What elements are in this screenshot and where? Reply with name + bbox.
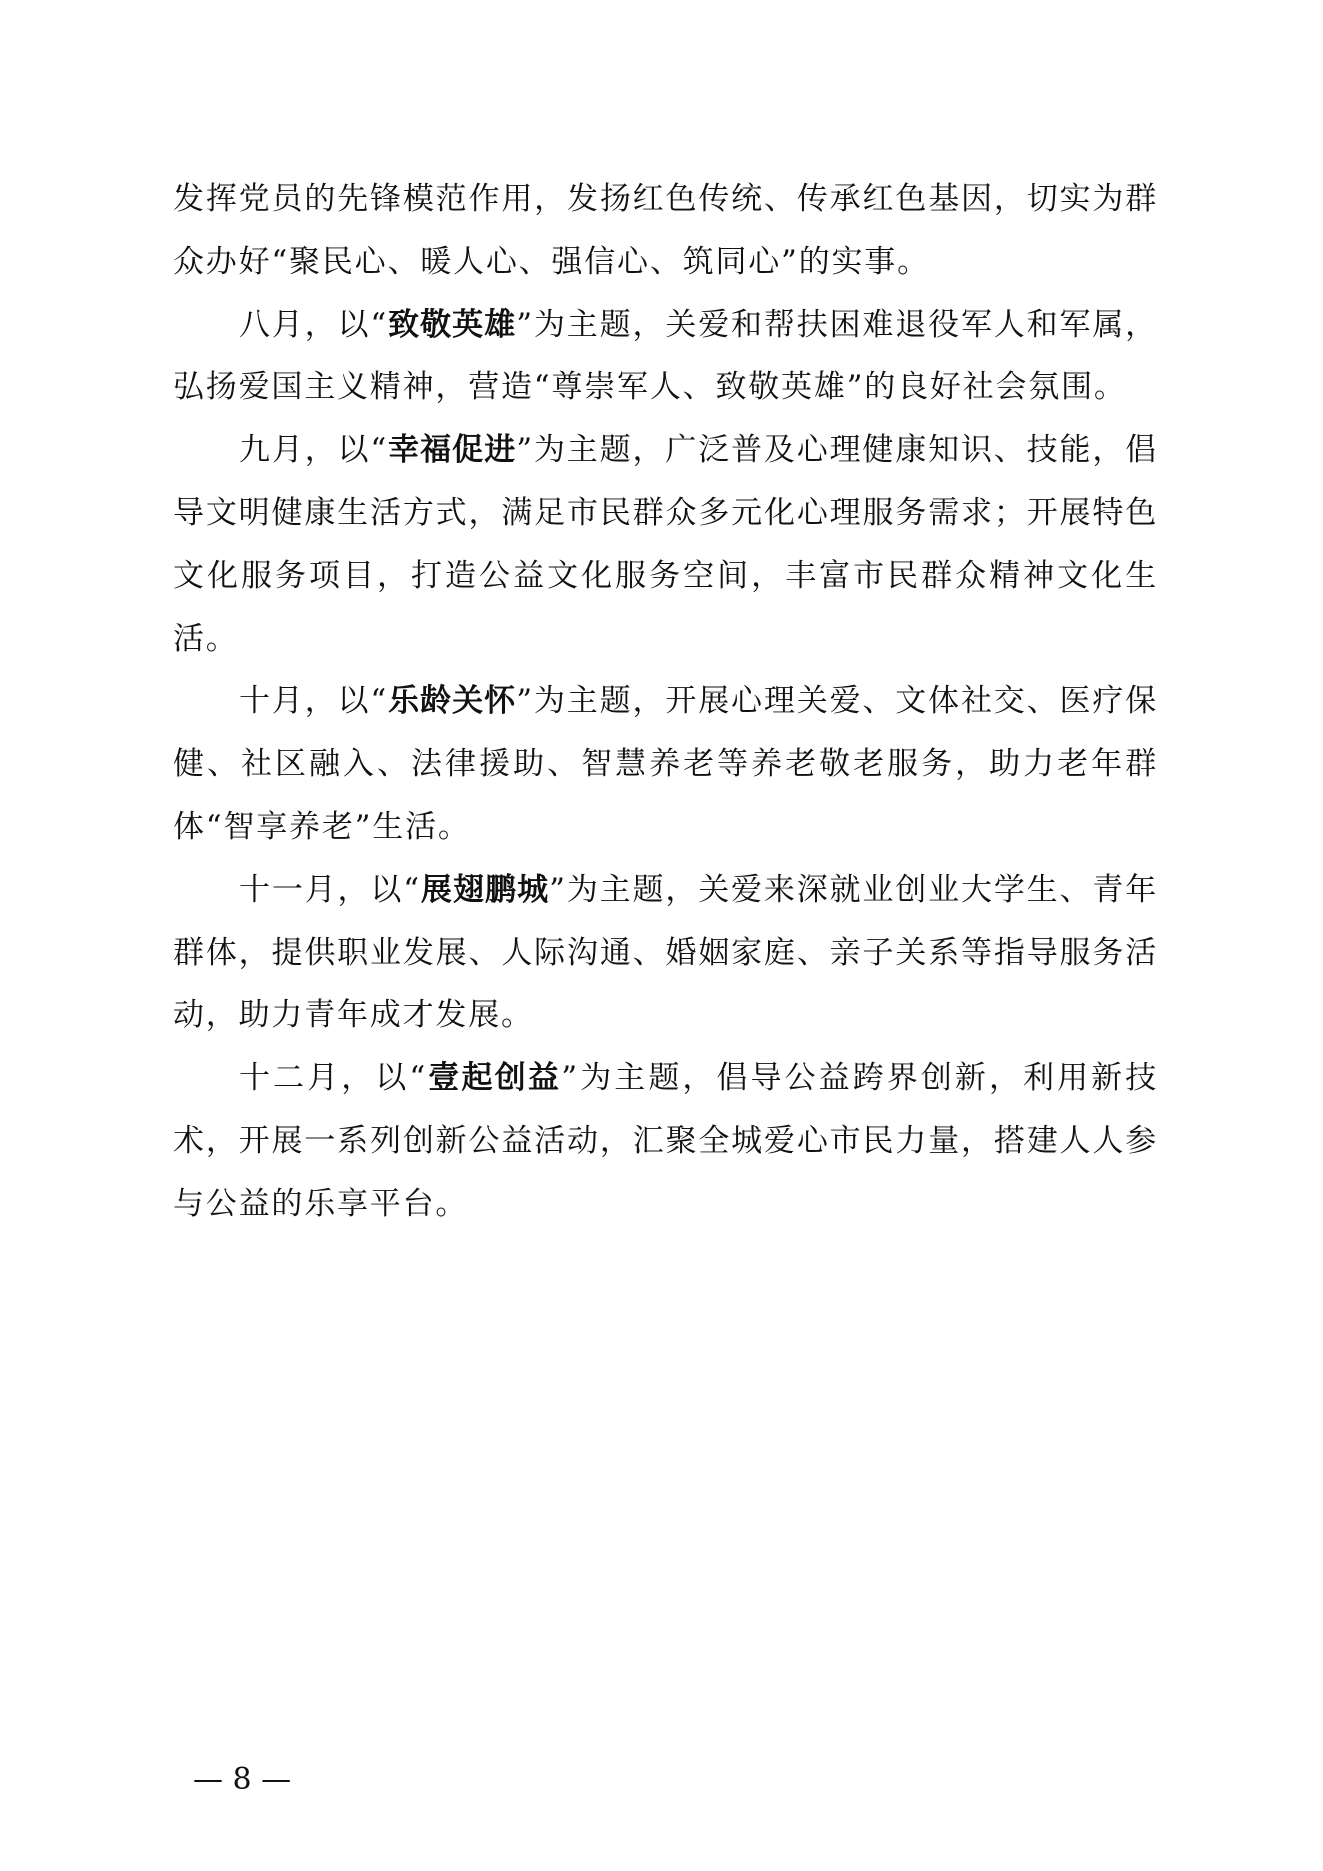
- paragraph-text: ”为主题，倡导公益跨界创新，利用新技术，开展一系列创新公益活动，汇聚全城爱心市民力量，搭建人人参与公益的乐享平台。: [173, 1060, 1159, 1222]
- paragraph-september: [173, 419, 1158, 670]
- theme-name: 展翅鹏城: [420, 871, 550, 908]
- paragraph-lead: 十月，以“: [239, 683, 389, 720]
- paragraph-november: [173, 859, 1158, 1047]
- paragraph-text: ”为主题，关爱来深就业创业大学生、青年群体，提供职业发展、人际沟通、婚姻家庭、亲子关系等指导服务活动，助力青年成才发展。: [173, 871, 1159, 1034]
- theme-name: 乐龄关怀: [388, 683, 517, 720]
- document-body: [173, 168, 1158, 1236]
- paragraph-october: [173, 670, 1158, 858]
- paragraph-lead: 八月，以“: [239, 306, 389, 343]
- paragraph-continuation: [173, 168, 1158, 294]
- theme-name: 致敬英雄: [388, 306, 517, 343]
- paragraph-text: ”为主题，广泛普及心理健康知识、技能，倡导文明健康生活方式，满足市民群众多元化心理服务需求；开展特色文化服务项目，打造公益文化服务空间，丰富市民群众精神文化生活。: [173, 432, 1158, 657]
- paragraph-december: [173, 1047, 1158, 1235]
- paragraph-lead: 十二月，以“: [239, 1060, 427, 1097]
- paragraph-text: ”为主题，开展心理关爱、文体社交、医疗保健、社区融入、法律援助、智慧养老等养老敬老服务，助力老年群体“智享养老”生活。: [173, 683, 1158, 845]
- paragraph-lead: 九月，以“: [239, 432, 389, 469]
- theme-name: 幸福促进: [388, 432, 517, 469]
- paragraph-august: [173, 294, 1158, 420]
- paragraph-text: ”为主题，关爱和帮扶困难退役军人和军属，弘扬爱国主义精神，营造“尊崇军人、致敬英雄”的良好社会氛围。: [173, 306, 1158, 406]
- paragraph-lead: 十一月，以“: [239, 871, 421, 908]
- page-number: — 8 —: [193, 1762, 292, 1797]
- theme-name: 壹起创益: [426, 1060, 562, 1097]
- paragraph-text: 发挥党员的先锋模范作用，发扬红色传统、传承红色基因，切实为群众办好“聚民心、暖人心、强信心、筑同心”的实事。: [173, 181, 1158, 280]
